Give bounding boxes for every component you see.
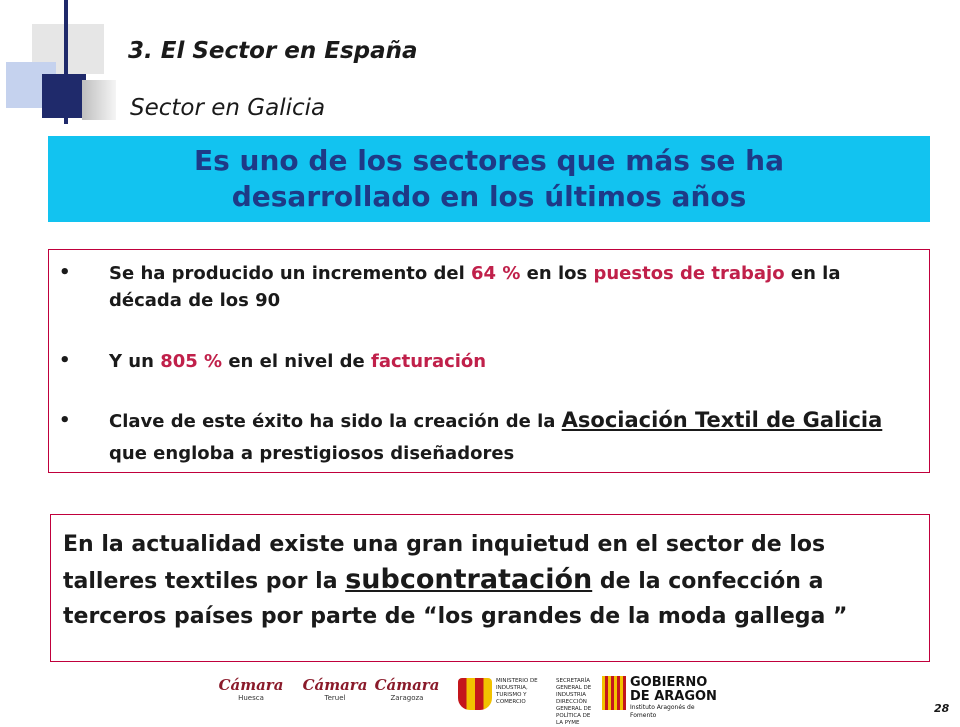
headline-text: Es uno de los sectores que más se ha desarrollado en los últimos años: [194, 144, 784, 213]
spain-coat-of-arms-icon: [458, 678, 492, 710]
logo-camara-huesca: Cámara Huesca: [218, 676, 284, 702]
bullet-marker: •: [59, 410, 71, 431]
corner-decor-line: [64, 0, 68, 124]
ministry-dept: SECRETARÍA GENERAL DE INDUSTRIA DIRECCIÓN GENERAL DE POLÍTICA DE LA PYME: [556, 678, 592, 726]
section-title: 3. El Sector en España: [128, 38, 418, 64]
corner-decor-grey: [82, 80, 116, 120]
bullet-item-employment: Se ha producido un incremento del 64 % en los puestos de trabajo en la década de los 90: [109, 263, 841, 311]
bullet-box: [48, 249, 930, 473]
note-text: En la actualidad existe una gran inquietud en el sector de los talleres textiles por la subcontratación de la confección a terceros países por parte de “los grandes de la moda gallega ”: [63, 532, 848, 629]
note-box: [50, 514, 930, 662]
logo-camara-teruel: Cámara Teruel: [302, 676, 368, 702]
association-link[interactable]: Asociación Textil de Galicia: [561, 408, 883, 432]
page-number: 28: [934, 702, 950, 715]
subcontracting-emphasis[interactable]: subcontratación: [345, 564, 593, 595]
gobierno-aragon-logo: [630, 676, 720, 720]
bullet-marker: •: [59, 262, 71, 283]
bullet-marker: •: [59, 350, 71, 371]
ministry-name: MINISTERIO DE INDUSTRIA, TURISMO Y COMERCIO: [496, 678, 538, 705]
aragon-subtitle: Instituto Aragonés de Fomento: [630, 704, 695, 719]
bullet-item-association: Clave de este éxito ha sido la creación de la Asociación Textil de Galicia que engloba a prestigiosos diseñadores: [109, 408, 883, 464]
logo-camara-zaragoza: Cámara Zaragoza: [374, 676, 440, 702]
section-subtitle: Sector en Galicia: [130, 95, 326, 121]
aragon-title: GOBIERNO DE ARAGON: [630, 675, 717, 704]
bullet-item-revenue: Y un 805 % en el nivel de facturación: [109, 351, 487, 372]
ministry-logo: [496, 678, 616, 726]
headline-banner: [48, 136, 930, 222]
aragon-flag-icon: [602, 676, 626, 710]
